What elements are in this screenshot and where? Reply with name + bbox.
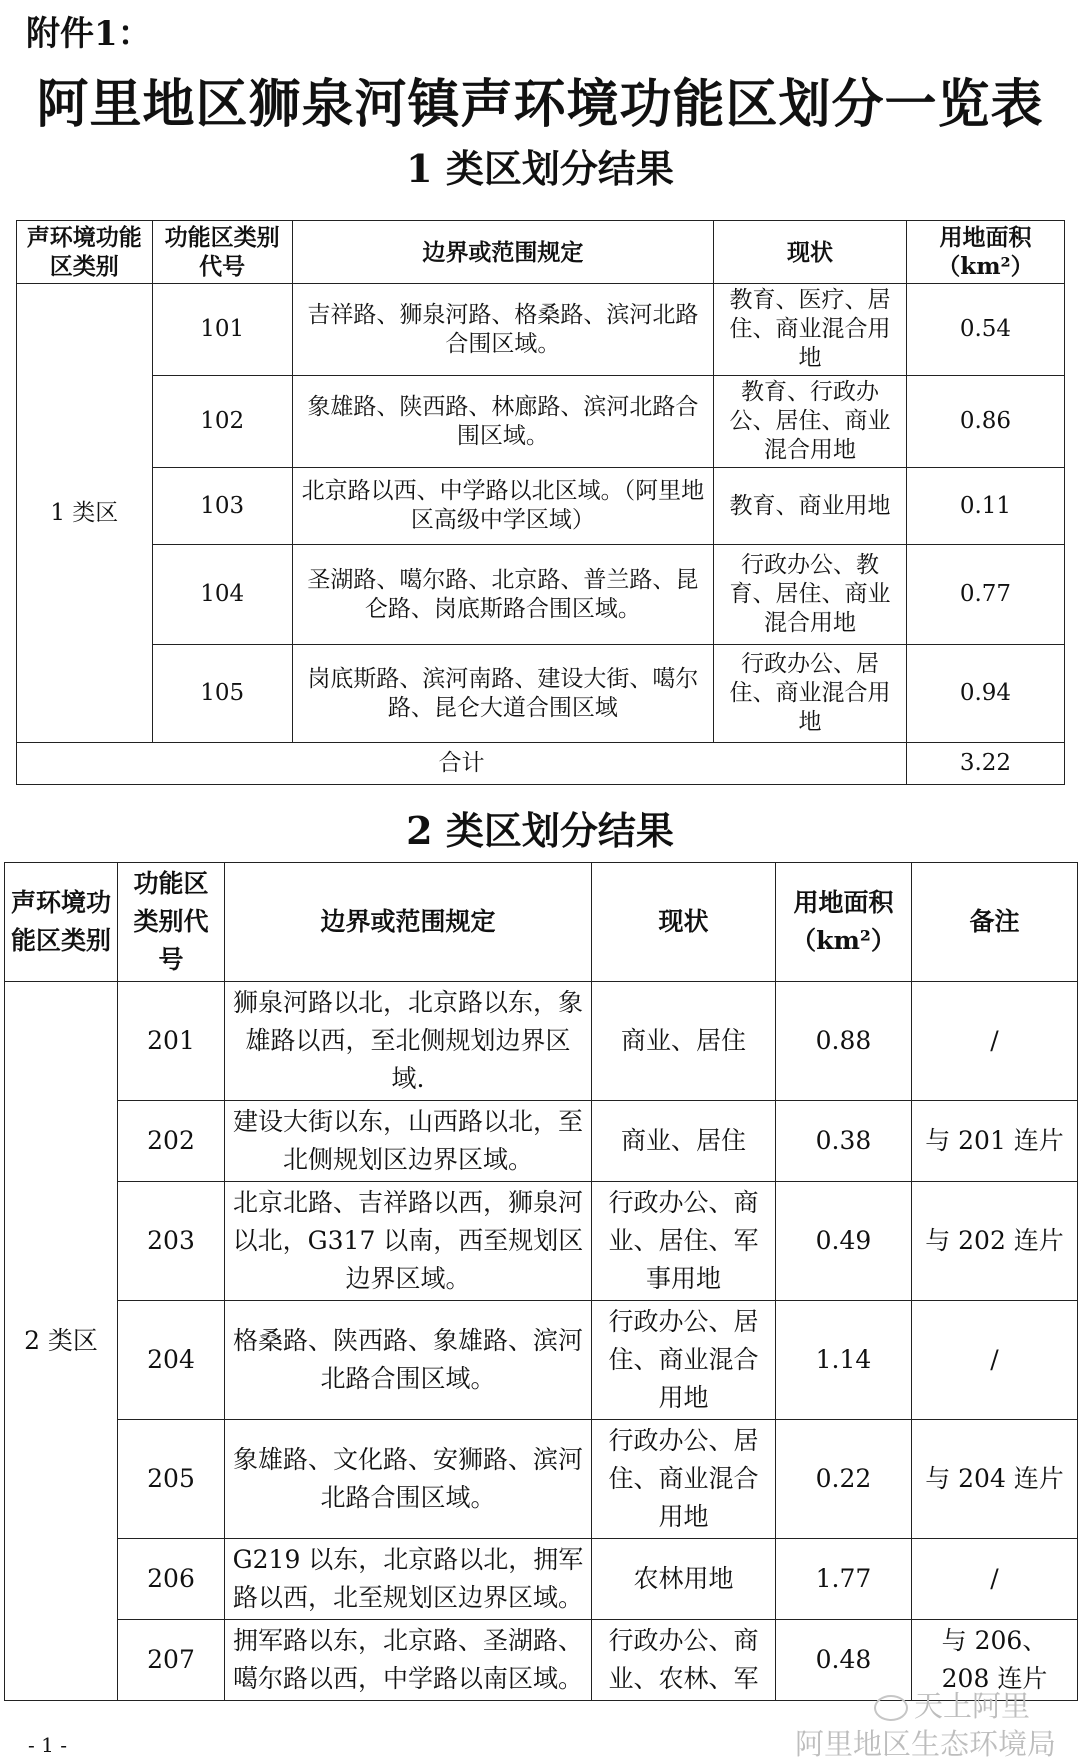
table-row	[5, 1101, 1078, 1182]
code-cell: 102	[152, 376, 292, 468]
remark-cell: /	[912, 982, 1078, 1101]
remark-cell: 与 202 连片	[912, 1182, 1078, 1301]
area-cell: 0.38	[776, 1101, 912, 1182]
table-row	[5, 1182, 1078, 1301]
area-cell: 0.48	[776, 1620, 912, 1701]
table1-title: 1 类区划分结果	[406, 146, 674, 191]
code-cell: 105	[152, 645, 292, 743]
status-cell: 农林用地	[592, 1539, 776, 1620]
header-code: 功能区类别代号	[152, 221, 292, 284]
remark-cell: 与 204 连片	[912, 1420, 1078, 1539]
table-row	[5, 1420, 1078, 1539]
total-label: 合计	[17, 743, 907, 785]
code-cell: 103	[152, 468, 292, 545]
zone-category-cell: 1 类区	[17, 284, 153, 743]
boundary-cell: 象雄路、文化路、安狮路、滨河北路合围区域。	[225, 1420, 592, 1539]
area-cell: 0.54	[906, 284, 1064, 376]
header-category: 声环境功能区类别	[5, 863, 118, 982]
boundary-cell: 吉祥路、狮泉河路、格桑路、滨河北路合围区域。	[292, 284, 713, 376]
status-cell: 行政办公、居住、商业混合用地	[592, 1301, 776, 1420]
boundary-cell: 北京路以西、中学路以北区域。（阿里地区高级中学区域）	[292, 468, 713, 545]
code-cell: 202	[118, 1101, 225, 1182]
code-cell: 203	[118, 1182, 225, 1301]
table-row	[17, 645, 1065, 743]
area-cell: 1.14	[776, 1301, 912, 1420]
area-cell: 0.77	[906, 545, 1064, 645]
wechat-icon	[874, 1695, 908, 1721]
boundary-cell: 岗底斯路、滨河南路、建设大街、噶尔路、昆仑大道合围区域	[292, 645, 713, 743]
status-cell: 行政办公、商业、居住、军事用地	[592, 1182, 776, 1301]
status-cell: 教育、行政办公、居住、商业混合用地	[714, 376, 907, 468]
code-cell: 101	[152, 284, 292, 376]
boundary-cell: G219 以东，北京路以北，拥军路以西，北至规划区边界区域。	[225, 1539, 592, 1620]
area-cell: 0.86	[906, 376, 1064, 468]
code-cell: 206	[118, 1539, 225, 1620]
header-boundary: 边界或范围规定	[292, 221, 713, 284]
table-row	[5, 1301, 1078, 1420]
watermark-line2: 阿里地区生态环境局	[794, 1727, 1056, 1761]
area-cell: 0.49	[776, 1182, 912, 1301]
table-row	[17, 545, 1065, 645]
boundary-cell: 格桑路、陕西路、象雄路、滨河北路合围区域。	[225, 1301, 592, 1420]
code-cell: 201	[118, 982, 225, 1101]
boundary-cell: 狮泉河路以北，北京路以东，象雄路以西，至北侧规划边界区域.	[225, 982, 592, 1101]
status-cell: 商业、居住	[592, 1101, 776, 1182]
code-cell: 104	[152, 545, 292, 645]
area-cell: 0.88	[776, 982, 912, 1101]
status-cell: 教育、商业用地	[714, 468, 907, 545]
code-cell: 207	[118, 1620, 225, 1701]
table-row	[17, 468, 1065, 545]
page-title: 阿里地区狮泉河镇声环境功能区划分一览表	[36, 75, 1044, 135]
status-cell: 行政办公、教育、居住、商业混合用地	[714, 545, 907, 645]
header-area: 用地面积（km²）	[776, 863, 912, 982]
header-boundary: 边界或范围规定	[225, 863, 592, 982]
area-cell: 0.11	[906, 468, 1064, 545]
table-row	[5, 1539, 1078, 1620]
total-value: 3.22	[906, 743, 1064, 785]
code-cell: 204	[118, 1301, 225, 1420]
status-cell: 行政办公、居住、商业混合用地	[714, 645, 907, 743]
area-cell: 1.77	[776, 1539, 912, 1620]
header-status: 现状	[714, 221, 907, 284]
zone1-table	[16, 220, 1065, 785]
zone-category-cell: 2 类区	[5, 982, 118, 1701]
status-cell: 教育、医疗、居住、商业混合用地	[714, 284, 907, 376]
table2-title: 2 类区划分结果	[406, 808, 674, 853]
area-cell: 0.22	[776, 1420, 912, 1539]
boundary-cell: 象雄路、陕西路、林廊路、滨河北路合围区域。	[292, 376, 713, 468]
boundary-cell: 圣湖路、噶尔路、北京路、普兰路、昆仑路、岗底斯路合围区域。	[292, 545, 713, 645]
header-status: 现状	[592, 863, 776, 982]
remark-cell: 与 201 连片	[912, 1101, 1078, 1182]
remark-cell: /	[912, 1301, 1078, 1420]
boundary-cell: 北京北路、吉祥路以西，狮泉河以北，G317 以南，西至规划区边界区域。	[225, 1182, 592, 1301]
code-cell: 205	[118, 1420, 225, 1539]
page-number: - 1 -	[28, 1733, 67, 1757]
table-row	[17, 376, 1065, 468]
status-cell: 行政办公、居住、商业混合用地	[592, 1420, 776, 1539]
table-row	[17, 284, 1065, 376]
header-area: 用地面积（km²）	[906, 221, 1064, 284]
header-remark: 备注	[912, 863, 1078, 982]
area-cell: 0.94	[906, 645, 1064, 743]
remark-cell: /	[912, 1539, 1078, 1620]
total-row	[17, 743, 1065, 785]
boundary-cell: 拥军路以东，北京路、圣湖路、噶尔路以西，中学路以南区域。	[225, 1620, 592, 1701]
boundary-cell: 建设大街以东，山西路以北，至北侧规划区边界区域。	[225, 1101, 592, 1182]
status-cell: 商业、居住	[592, 982, 776, 1101]
header-category: 声环境功能区类别	[17, 221, 153, 284]
watermark-line1: 天上阿里	[874, 1684, 1030, 1725]
table-row	[5, 982, 1078, 1101]
zone2-table	[4, 862, 1078, 1701]
status-cell: 行政办公、商业、农林、军	[592, 1620, 776, 1701]
header-code: 功能区类别代号	[118, 863, 225, 982]
remark-cell: 与 206、208 连片	[912, 1620, 1078, 1701]
annex-label: 附件1：	[26, 14, 152, 54]
